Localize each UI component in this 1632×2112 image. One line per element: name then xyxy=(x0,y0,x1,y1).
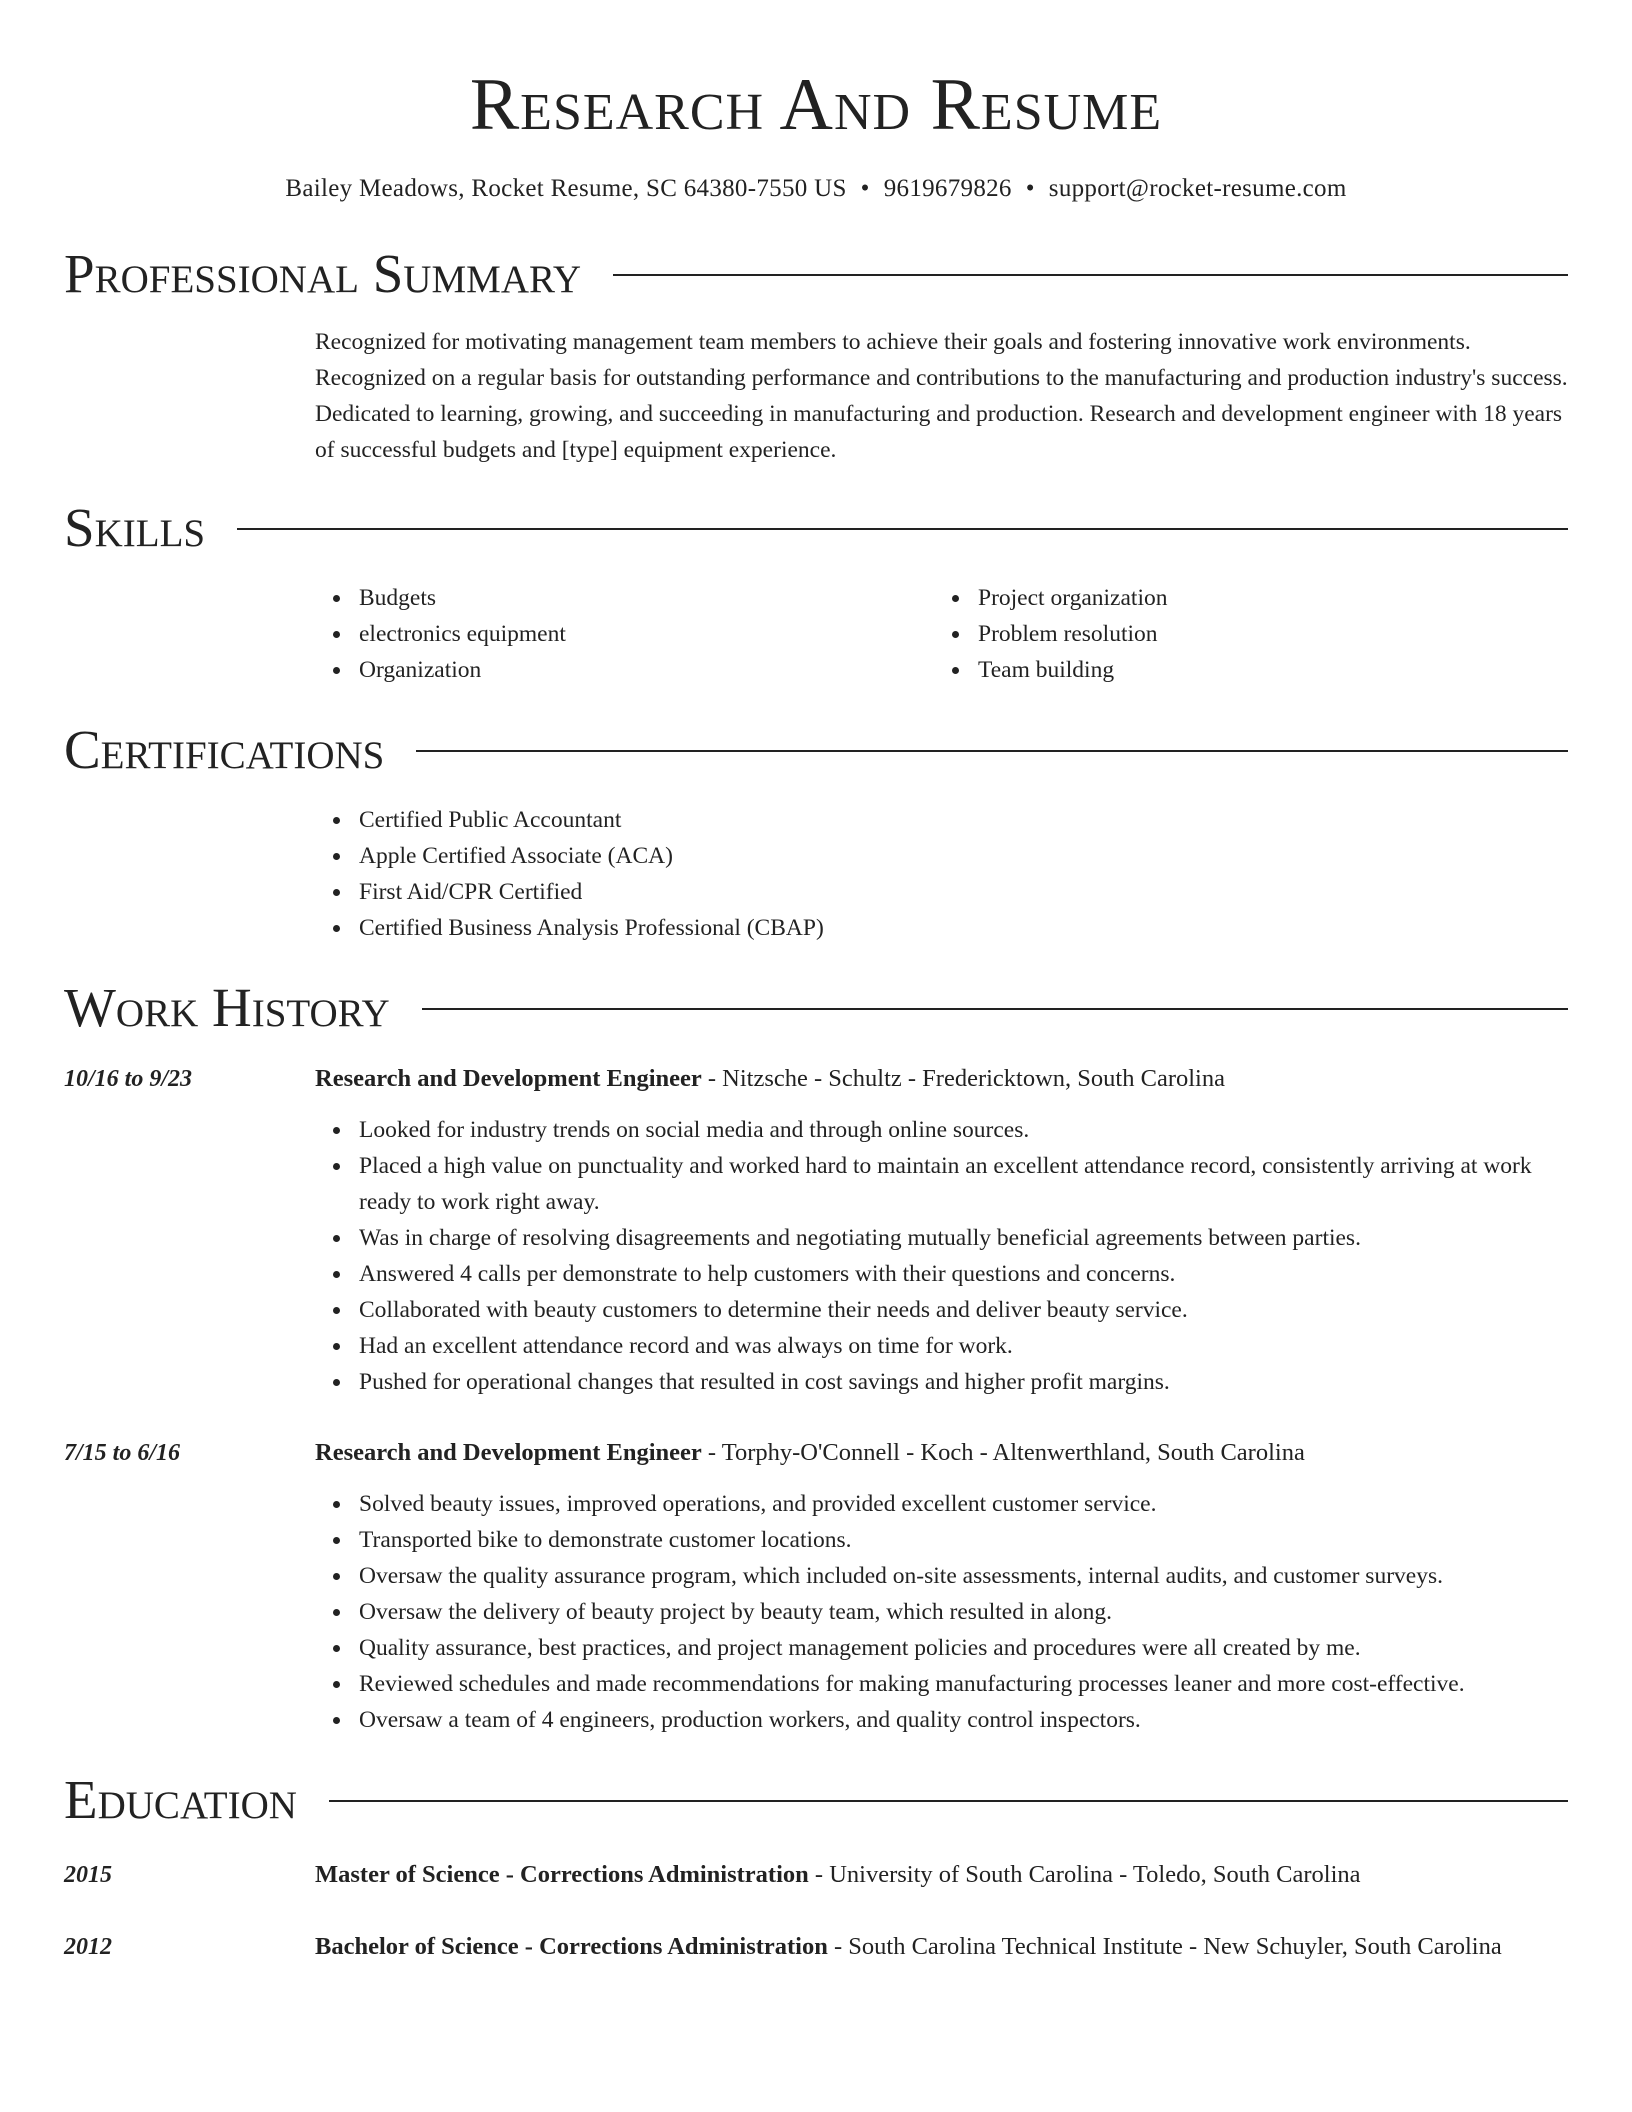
summary-section-header xyxy=(64,242,1568,306)
certification-item: Apple Certified Associate (ACA) xyxy=(359,838,1568,874)
education-year: 2015 xyxy=(64,1862,112,1888)
skills-column-left xyxy=(315,580,934,688)
summary-text: Recognized for motivating management team members to achieve their goals and fostering innovative work environments. Recognized on a regular basis for outstanding performance and contributions to the manufacturing and production industry's success. Dedicated to learning, growing, and succeeding in manufacturing and production. Research and development engineer with 18 years of successful budgets and [type] equipment experience. xyxy=(315,329,1568,463)
job-bullet: Reviewed schedules and made recommendations for making manufacturing processes leaner and more cost-effective. xyxy=(359,1666,1568,1702)
job-entry xyxy=(64,1060,1568,1400)
skills-column-right xyxy=(934,580,1553,688)
job-dates: 7/15 to 6/16 xyxy=(64,1440,181,1466)
job-role: Research and Development Engineer xyxy=(315,1065,702,1092)
education-year: 2012 xyxy=(64,1934,112,1960)
education-degree: Master of Science - Corrections Administration xyxy=(315,1861,809,1888)
job-bullet: Quality assurance, best practices, and project management policies and procedures were all created by me. xyxy=(359,1630,1568,1666)
section-divider xyxy=(237,528,1568,530)
skill-item: Team building xyxy=(978,652,1553,688)
section-divider xyxy=(329,1800,1568,1802)
job-bullet: Looked for industry trends on social media and through online sources. xyxy=(359,1112,1568,1148)
education-degree: Bachelor of Science - Corrections Administration xyxy=(315,1933,828,1960)
job-bullets xyxy=(315,1112,1568,1400)
job-bullet: Oversaw the quality assurance program, which included on-site assessments, internal audits, and customer surveys. xyxy=(359,1558,1568,1594)
contact-address: Bailey Meadows, Rocket Resume, SC 64380-7550 US xyxy=(285,175,847,202)
skills-section-title: Skills xyxy=(64,497,206,558)
education-section-header xyxy=(64,1768,1568,1832)
certifications-list xyxy=(315,802,1568,946)
resume-page xyxy=(64,0,1568,1966)
summary-section-title: Professional Summary xyxy=(64,243,582,304)
education-entry xyxy=(64,1856,1568,1894)
education-body xyxy=(315,1856,1568,1894)
job-title-line xyxy=(315,1434,1568,1472)
job-bullet: Collaborated with beauty customers to determine their needs and deliver beauty service. xyxy=(359,1292,1568,1328)
contact-email: support@rocket-resume.com xyxy=(1048,175,1347,202)
job-bullet: Had an excellent attendance record and was always on time for work. xyxy=(359,1328,1568,1364)
certifications-section-title: Certifications xyxy=(64,719,385,780)
certifications-bullets xyxy=(315,802,1568,946)
certification-item: Certified Business Analysis Professional (CBAP) xyxy=(359,910,1568,946)
section-divider xyxy=(422,1008,1568,1010)
job-role: Research and Development Engineer xyxy=(315,1439,702,1466)
work-section-header xyxy=(64,976,1568,1040)
job-details: - Nitzsche - Schultz - Fredericktown, South Carolina xyxy=(701,1065,1225,1092)
job-title-line xyxy=(315,1060,1568,1098)
job-bullet: Was in charge of resolving disagreements and negotiating mutually beneficial agreements between parties. xyxy=(359,1220,1568,1256)
skill-item: Budgets xyxy=(359,580,934,616)
section-divider xyxy=(416,750,1568,752)
skill-item: Problem resolution xyxy=(978,616,1553,652)
job-bullet: Placed a high value on punctuality and worked hard to maintain an excellent attendance record, consistently arriving at work ready to work right away. xyxy=(359,1148,1568,1220)
job-bullet: Oversaw a team of 4 engineers, production workers, and quality control inspectors. xyxy=(359,1702,1568,1738)
job-details: - Torphy-O'Connell - Koch - Altenwerthland, South Carolina xyxy=(701,1439,1305,1466)
education-title-line xyxy=(315,1928,1568,1966)
certification-item: First Aid/CPR Certified xyxy=(359,874,1568,910)
certifications-section-header xyxy=(64,718,1568,782)
education-body xyxy=(315,1928,1568,1966)
contact-separator: • xyxy=(860,175,870,202)
skill-item: Organization xyxy=(359,652,934,688)
job-bullet: Answered 4 calls per demonstrate to help customers with their questions and concerns. xyxy=(359,1256,1568,1292)
contact-phone: 9619679826 xyxy=(883,175,1012,202)
education-entry xyxy=(64,1928,1568,1966)
education-title-line xyxy=(315,1856,1568,1894)
job-bullet: Solved beauty issues, improved operations, and provided excellent customer service. xyxy=(359,1486,1568,1522)
skills-section-header xyxy=(64,496,1568,560)
skill-item: electronics equipment xyxy=(359,616,934,652)
job-bullet: Pushed for operational changes that resulted in cost savings and higher profit margins. xyxy=(359,1364,1568,1400)
skill-item: Project organization xyxy=(978,580,1553,616)
resume-name: Research And Resume xyxy=(469,64,1163,146)
job-body xyxy=(315,1434,1568,1738)
contact-line xyxy=(64,172,1568,206)
education-details: - University of South Carolina - Toledo, South Carolina xyxy=(808,1861,1361,1888)
contact-separator: • xyxy=(1025,175,1035,202)
work-section-title: Work History xyxy=(64,977,390,1038)
skills-list xyxy=(315,580,1568,688)
job-body xyxy=(315,1060,1568,1400)
section-divider xyxy=(613,274,1568,276)
job-bullet: Oversaw the delivery of beauty project by beauty team, which resulted in along. xyxy=(359,1594,1568,1630)
job-bullets xyxy=(315,1486,1568,1738)
job-dates: 10/16 to 9/23 xyxy=(64,1066,193,1092)
job-bullet: Transported bike to demonstrate customer locations. xyxy=(359,1522,1568,1558)
education-section-title: Education xyxy=(64,1769,297,1830)
job-entry xyxy=(64,1434,1568,1738)
education-details: - South Carolina Technical Institute - New Schuyler, South Carolina xyxy=(827,1933,1502,1960)
certification-item: Certified Public Accountant xyxy=(359,802,1568,838)
